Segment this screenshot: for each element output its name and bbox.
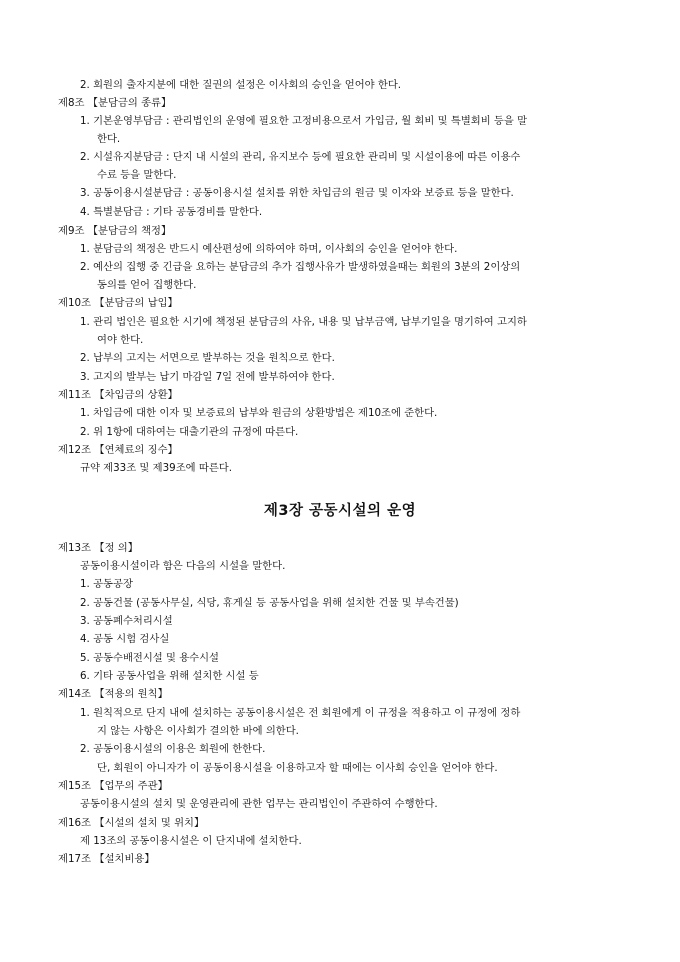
text-line: 규약 제33조 및 제39조에 따른다. xyxy=(80,462,232,474)
article-heading: 제16조 【시설의 설치 및 위치】 xyxy=(58,817,205,829)
text-line: 4. 특별분담금 : 기타 공동경비를 말한다. xyxy=(80,206,263,218)
text-line: 1. 분담금의 책정은 반드시 예산편성에 의하여야 하며, 이사회의 승인을 얻어야 한다. xyxy=(80,243,458,255)
text-line: 2. 납부의 고지는 서면으로 발부하는 것을 원칙으로 한다. xyxy=(80,352,335,364)
text-line: 제 13조의 공동이용시설은 이 단지내에 설치한다. xyxy=(80,835,302,847)
text-line: 한다. xyxy=(97,133,121,145)
text-line: 공동이용시설의 설치 및 운영관리에 관한 업무는 관리법인이 주관하여 수행한다. xyxy=(80,798,438,810)
article-heading: 제11조 【차입금의 상환】 xyxy=(58,389,178,401)
article-heading: 제14조 【적용의 원칙】 xyxy=(58,688,168,700)
text-line: 2. 시설유지분담금 : 단지 내 시설의 관리, 유지보수 등에 필요한 관리비 및 시설이용에 따른 이용수 xyxy=(80,151,521,163)
article-heading: 제15조 【업무의 주관】 xyxy=(58,780,168,792)
list-item: 3. 공동폐수처리시설 xyxy=(80,615,173,627)
article-heading: 제13조 【정 의】 xyxy=(58,542,139,554)
text-line: 공동이용시설이라 함은 다음의 시설을 말한다. xyxy=(80,560,286,572)
text-line: 2. 예산의 집행 중 긴급을 요하는 분담금의 추가 집행사유가 발생하였을때는 회원의 3분의 2이상의 xyxy=(80,261,521,273)
text-line: 2. 회원의 출자지분에 대한 질권의 설정은 이사회의 승인을 얻어야 한다. xyxy=(80,79,402,91)
article-heading: 제10조 【분담금의 납입】 xyxy=(58,297,178,309)
chapter-title: 제3장 공동시설의 운영 xyxy=(263,503,417,519)
text-line: 동의를 얻어 집행한다. xyxy=(97,279,197,291)
article-heading: 제9조 【분담금의 책정】 xyxy=(58,225,172,237)
text-line: 1. 차입금에 대한 이자 및 보증료의 납부와 원금의 상환방법은 제10조에 준한다. xyxy=(80,407,438,419)
list-item: 5. 공동수배전시설 및 용수시설 xyxy=(80,652,220,664)
text-line: 2. 공동이용시설의 이용은 회원에 한한다. xyxy=(80,743,266,755)
article-heading: 제12조 【연체료의 징수】 xyxy=(58,444,178,456)
text-line: 지 않는 사항은 이사회가 결의한 바에 의한다. xyxy=(97,725,299,737)
text-line: 2. 위 1항에 대하여는 대출기관의 규정에 따른다. xyxy=(80,426,299,438)
text-line: 1. 기본운영부담금 : 관리법인의 운영에 필요한 고정비용으로서 가입금, 월 회비 및 특별회비 등을 말 xyxy=(80,115,528,127)
list-item: 2. 공동건물 (공동사무실, 식당, 휴게실 등 공동사업을 위해 설치한 건물 및 부속건물) xyxy=(80,597,459,609)
text-line: 단, 회원이 아니자가 이 공동이용시설을 이용하고자 할 때에는 이사회 승인을 얻어야 한다. xyxy=(97,762,498,774)
text-line: 수료 등을 말한다. xyxy=(97,169,177,181)
text-line: 여야 한다. xyxy=(97,334,144,346)
text-line: 3. 고지의 발부는 납기 마감일 7일 전에 발부하여야 한다. xyxy=(80,371,335,383)
text-line: 3. 공동이용시설분담금 : 공동이용시설 설치를 위한 차입금의 원금 및 이자와 보증료 등을 말한다. xyxy=(80,187,514,199)
list-item: 6. 기타 공동사업을 위해 설치한 시설 등 xyxy=(80,670,259,682)
text-line: 1. 원칙적으로 단지 내에 설치하는 공동이용시설은 전 회원에게 이 규정을 적용하고 이 규정에 정하 xyxy=(80,707,521,719)
article-heading: 제17조 【설치비용】 xyxy=(58,853,155,865)
article-heading: 제8조 【분담금의 종류】 xyxy=(58,97,172,109)
list-item: 1. 공동공장 xyxy=(80,578,133,590)
text-line: 1. 관리 법인은 필요한 시기에 책정된 분담금의 사유, 내용 및 납부금액, 납부기일을 명기하여 고지하 xyxy=(80,316,527,328)
list-item: 4. 공동 시험 검사실 xyxy=(80,633,170,645)
